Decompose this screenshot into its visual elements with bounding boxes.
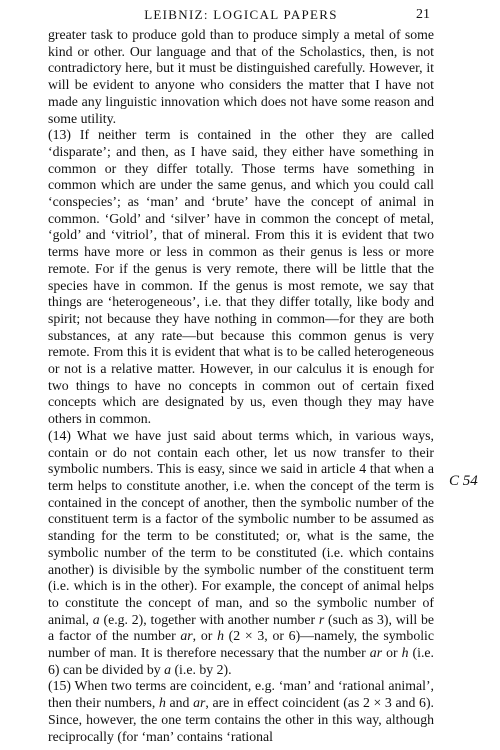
text-run: (i.e. 6) can be divided by [48, 645, 435, 677]
text-run: (e.g. 2), together with another number [99, 611, 319, 627]
text-run: (such as 3), will be a factor of the number [48, 611, 434, 644]
text-run: (13) If neither term is contained in the other they are called ‘disparate’; and then, as I have said, they either have something in common or they differ totally. Those terms have something in common which are under the same genus, and which you could call ‘conspecies’; as ‘man’ and ‘brute’ have the concept of animal in common. ‘Gold’ and ‘silver’ have in common the concept of metal, ‘gold’ and ‘vitriol’, that of mineral. From this it is evident that two terms have more or less in common as their genus is less or more remote. For if the genus is very remote, there will be little that the species have in common. If the genus is most remote, we say that things are ‘heterogeneous’, i.e. that they differ totally, like body and spirit; not because they have nothing in common—for they are both substances, at any rate—but because this common genus is very remote. From this it is evident that what is to be called heterogeneous or not is a relative matter. However, in our calculus it is enough for two things to have no concepts in common out of certain fixed concepts which are designated by us, even though they may have others in common. [48, 127, 434, 427]
text-run: (15) When two terms are coincident, e.g. ‘man’ and ‘rational animal’, then their numbers, [48, 678, 434, 711]
text-run: , are in effect coincident (as 2 × 3 and 6). Since, however, the one term contains the other in this way, although reciprocally (for ‘man’ contains ‘rational [48, 695, 434, 744]
paragraph [48, 127, 434, 428]
paragraph [48, 428, 434, 679]
running-head [48, 5, 434, 25]
text-run: greater task to produce gold than to produce simply a metal of some kind or other. Our language and that of the Scholastics, then, is not contradictory here, but it must be distinguished carefully. However, it will be evident to anyone who considers the matter that I have not made any linguistic innovation which does not have some reason and some utility. [48, 27, 434, 126]
italic-symbol: ar [193, 695, 206, 711]
italic-symbol: ar [369, 645, 383, 661]
running-title: LEIBNIZ: LOGICAL PAPERS [144, 7, 338, 22]
italic-symbol: ar [180, 628, 193, 644]
text-run: (14) What we have just said about terms which, in various ways, contain or do not contain each other, let us now transfer to their symbolic numbers. This is easy, since we said in article 4 that when a term helps to constitute another, i.e. when the concept of the term is contained in the concept of another, then the symbolic number of the constituent term is a factor of the symbolic number to be assumed as standing for the term to be constituted; or, what is the same, the symbolic number of the term to be constituted (i.e. which contains another) is divisible by the symbolic number of the constituent term (i.e. which is in the other). For example, the concept of animal helps to constitute the concept of man, and so the symbolic number of animal, [48, 427, 434, 627]
text-run: and [165, 695, 194, 711]
italic-symbol: a [164, 661, 171, 677]
italic-symbol: r [318, 611, 325, 627]
italic-symbol: h [158, 695, 166, 711]
text-run: or [382, 645, 402, 661]
italic-symbol: h [217, 628, 224, 644]
paragraph [48, 678, 434, 745]
italic-symbol: h [401, 645, 409, 661]
body-text [48, 27, 434, 745]
margin-reference-note: C 54 [449, 473, 478, 489]
text-run: , or [192, 628, 218, 644]
paragraph [48, 27, 434, 127]
italic-symbol: a [92, 611, 100, 627]
text-run: (i.e. by 2). [171, 661, 232, 677]
page-number: 21 [416, 7, 430, 22]
text-run: (2 × 3, or 6)—namely, the symbolic number of man. It is therefore necessary that the number [48, 628, 435, 661]
